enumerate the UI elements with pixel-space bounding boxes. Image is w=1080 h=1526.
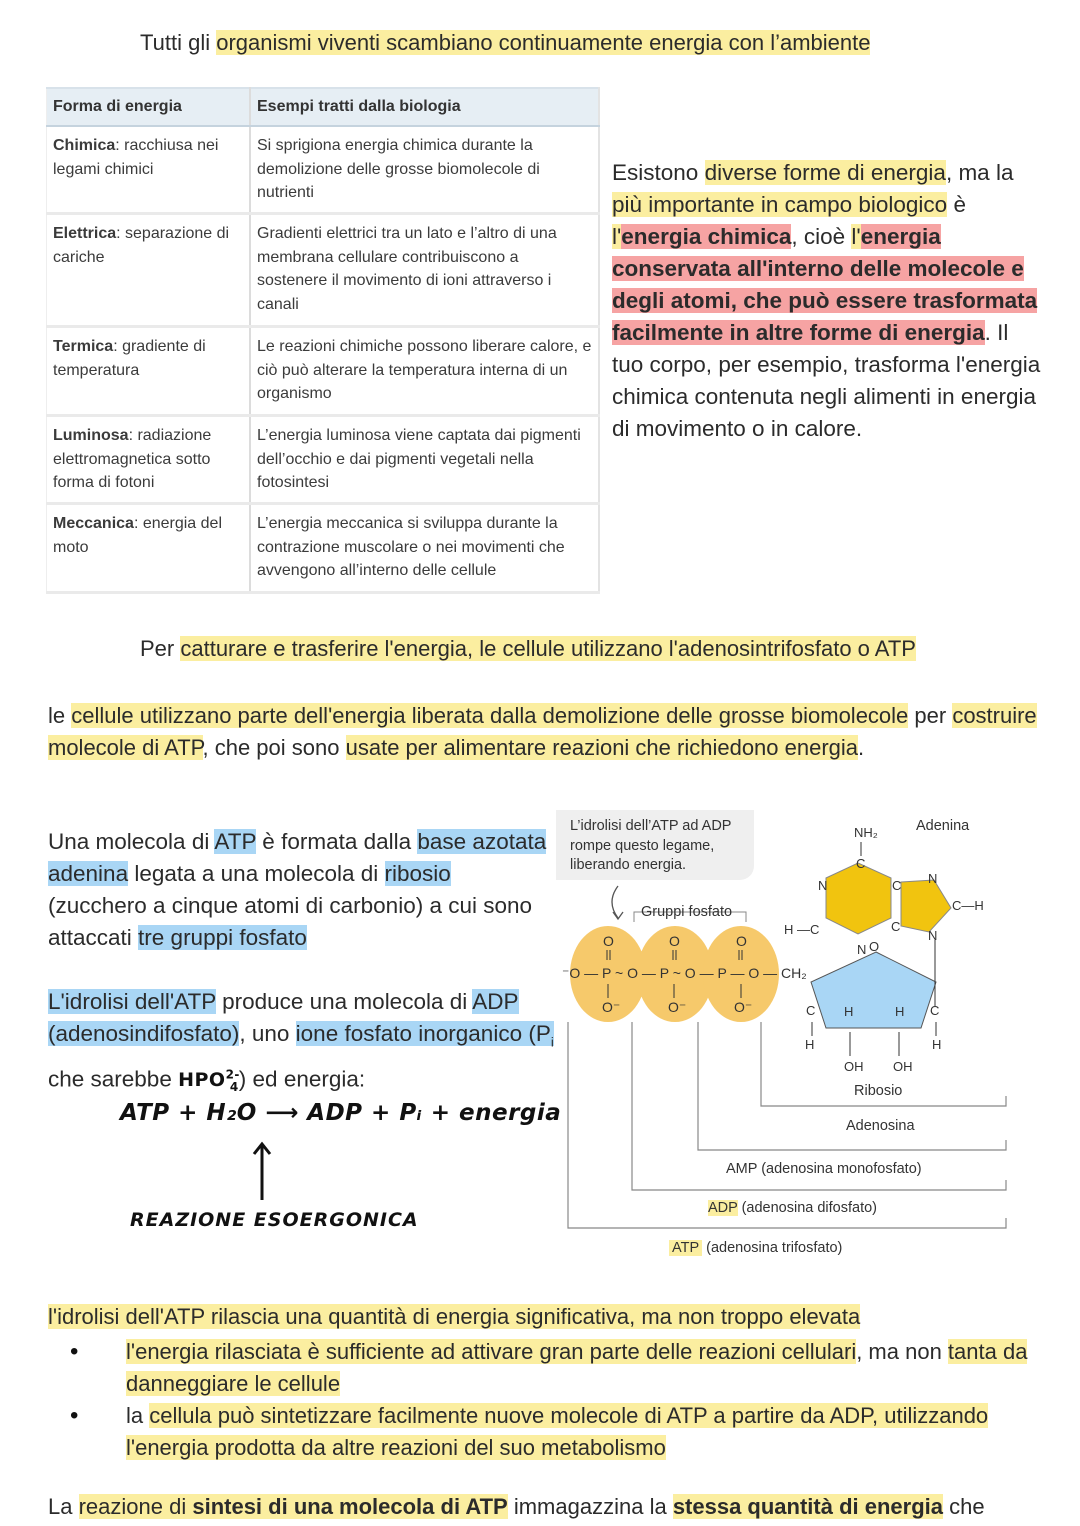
form-desc: : racchiusa nei legami chimici: [53, 137, 219, 178]
text: che: [943, 1494, 985, 1519]
table-row: [47, 327, 600, 416]
highlight-blue: base azotata adenina: [48, 829, 547, 886]
form-name: Luminosa: [53, 427, 129, 444]
ribose-label: Ribosio: [854, 1083, 903, 1099]
svg-text:C: C: [856, 856, 866, 871]
nh2-label: NH₂: [854, 825, 878, 840]
form-name: Meccanica: [53, 515, 134, 532]
table-row: [47, 504, 600, 593]
svg-text:H: H: [844, 1004, 854, 1019]
form-cell: [47, 416, 251, 504]
svg-text:O: O: [669, 933, 680, 949]
adenine-label: Adenina: [916, 818, 970, 834]
highlight: più importante in campo biologico: [612, 192, 948, 217]
svg-text:H: H: [805, 1037, 815, 1052]
form-name: Elettrica: [53, 225, 117, 242]
highlight-blue: [295, 1021, 554, 1050]
text: ) ed: [238, 1065, 284, 1091]
svg-text:C—H: C—H: [952, 898, 984, 913]
svg-text:N: N: [928, 928, 938, 943]
hpo4-formula: [178, 1067, 240, 1094]
title-line-2: [140, 636, 916, 662]
highlight-red: conservata all'interno delle molecole e degli atomi, che può essere trasformata facilmente in altre forme di energia: [612, 256, 1038, 345]
form-desc: : energia del moto: [53, 515, 222, 556]
example-cell: L’energia luminosa viene captata dai pigmenti dell’occhio e dai pigmenti vegetali nella fotosintesi: [250, 416, 599, 504]
formula: HPO: [178, 1068, 226, 1091]
text: energia: [283, 1065, 359, 1091]
svg-text:O: O: [869, 939, 880, 954]
text: La: [48, 1494, 79, 1519]
form-cell: [47, 214, 251, 327]
highlight: l': [612, 224, 622, 249]
callout-arrow: [612, 886, 618, 918]
svg-text:O⁻: O⁻: [734, 999, 753, 1015]
list-item: [48, 1400, 1048, 1464]
highlight: tanta da danneggiare le cellule: [126, 1339, 1028, 1396]
highlight-blue: L'idrolisi dell'ATP: [48, 989, 216, 1014]
form-cell: [47, 504, 251, 593]
svg-text:⁻O — P ~ O — P ~ O — P — O — C: ⁻O — P ~ O — P ~ O — P — O — CH₂: [562, 965, 807, 981]
highlight-bold: stessa quantità di energia: [672, 1494, 944, 1519]
text: è: [947, 192, 966, 217]
form-desc: : separazione di cariche: [53, 225, 230, 266]
phosphate-groups-label: Gruppi fosfato: [641, 904, 733, 920]
highlight: l': [851, 224, 861, 249]
text: , cioè: [791, 224, 852, 249]
svg-text:OH: OH: [893, 1059, 913, 1074]
form-cell: [47, 126, 251, 214]
highlight: l'idrolisi dell'ATP rilascia una quantità di energia significativa, ma non troppo elevata: [48, 1304, 861, 1329]
subscript: i: [550, 1034, 554, 1050]
hydrolysis-equation: ATP + H₂O ⟶ ADP + Pᵢ + energia: [120, 1100, 562, 1126]
atp-usage-paragraph: [48, 700, 1038, 764]
text: per: [908, 703, 953, 728]
svg-text:O: O: [736, 933, 747, 949]
highlight-bold: sintesi di una molecola di ATP: [192, 1494, 508, 1519]
text: è formata dalla: [256, 829, 418, 854]
example-cell: Si sprigiona energia chimica durante la demolizione delle grosse biomolecole di nutrienti: [250, 126, 599, 214]
svg-text:O⁻: O⁻: [668, 999, 687, 1015]
form-name: Chimica: [53, 137, 116, 154]
text: che sarebbe: [48, 1065, 179, 1091]
highlight: cellula può sintetizzare facilmente nuove molecole di ATP a partire da ADP, utilizzando l'energia prodotta da altre reazioni del suo metabolismo: [126, 1403, 989, 1460]
list-item: [48, 1336, 1048, 1400]
title-highlight: organismi viventi scambiano continuamente energia con l’ambiente: [216, 30, 871, 55]
highlight-red: energia: [860, 224, 941, 249]
svg-text:O⁻: O⁻: [602, 999, 621, 1015]
atp-rest: (adenosina trifosfato): [706, 1240, 843, 1256]
svg-text:C: C: [891, 919, 901, 934]
adp-label: [708, 1200, 877, 1216]
form-name: Termica: [53, 338, 114, 355]
svg-text:H —C: H —C: [784, 922, 820, 937]
highlight: cellule utilizzano parte dell'energia liberata dalla demolizione delle grosse biomolecole: [71, 703, 909, 728]
text: Una molecola di: [48, 829, 215, 854]
text: Esistono: [612, 160, 705, 185]
form-desc: : radiazione elettromagnetica sotto forma di fotoni: [53, 427, 212, 491]
diagram-callout: L’idrolisi dell’ATP ad ADP rompe questo legame, liberando energia.: [556, 810, 754, 880]
title-highlight: catturare e trasferire l'energia, le cellule utilizzano l'adenosintrifosfato o ATP: [180, 636, 916, 661]
energy-release-line: [48, 1304, 860, 1330]
svg-text:H: H: [895, 1004, 905, 1019]
highlight-blue: tre gruppi fosfato: [138, 925, 307, 950]
form-desc: : gradiente di temperatura: [53, 338, 206, 379]
highlight: l'energia rilasciata è sufficiente ad attivare gran parte delle reazioni cellulari: [126, 1339, 857, 1364]
text: :: [358, 1065, 366, 1091]
atp-synthesis-line: [48, 1494, 985, 1520]
text: , ma la: [945, 160, 1014, 185]
highlight-blue: ATP: [214, 829, 257, 854]
adenine-ring-5: [901, 880, 951, 932]
energy-forms-table: [46, 87, 600, 594]
table-row: [47, 126, 600, 214]
text: (zucchero a cinque atomi di carbonio) a cui sono attaccati: [48, 893, 533, 950]
table-row: [47, 214, 600, 327]
table-row: [47, 416, 600, 504]
text: , ma non: [856, 1339, 948, 1364]
ribose-ring: [811, 952, 936, 1028]
subscript: 4: [229, 1079, 239, 1094]
form-cell: [47, 327, 251, 416]
arrow-up-icon: [250, 1140, 274, 1204]
example-cell: Le reazioni chimiche possono liberare calore, e ciò può alterare la temperatura interna di un organismo: [250, 327, 599, 416]
atp-label: [669, 1240, 842, 1256]
svg-text:N: N: [857, 942, 867, 957]
highlight-red: energia chimica: [621, 224, 792, 249]
table-header-row: [47, 88, 600, 126]
adp-abbr: ADP: [708, 1200, 738, 1216]
text: . Il tuo corpo, per esempio, trasforma l'energia chimica contenuta negli alimenti in energia di movimento o in calore.: [612, 320, 1041, 441]
svg-text:C: C: [930, 1003, 940, 1018]
highlight: reazione di: [78, 1494, 193, 1519]
text: , uno: [239, 1021, 296, 1046]
svg-text:N: N: [818, 878, 828, 893]
header-form: Forma di energia: [47, 88, 251, 126]
svg-text:O: O: [603, 933, 614, 949]
adenine-ring-6: [826, 863, 891, 934]
highlight: costruire molecole di ATP: [48, 703, 1037, 760]
atp-structure-paragraph: [48, 826, 548, 954]
svg-text:C: C: [806, 1003, 816, 1018]
text: le: [48, 703, 72, 728]
text: .: [858, 735, 865, 760]
title-prefix: Per: [140, 636, 181, 661]
energy-forms-paragraph: [612, 157, 1042, 445]
highlight-blue: ADP (adenosindifosfato): [48, 989, 519, 1046]
svg-text:C: C: [892, 878, 902, 893]
text: la: [126, 1403, 150, 1428]
header-examples: Esempi tratti dalla biologia: [250, 88, 599, 126]
highlight: usate per alimentare reazioni che richiedono energia: [345, 735, 859, 760]
text: legata a una molecola di: [128, 861, 385, 886]
text: , che poi sono: [202, 735, 346, 760]
superscript: 2-: [225, 1067, 240, 1082]
reaction-label: REAZIONE ESOERGONICA: [130, 1209, 419, 1231]
adenosine-label: Adenosina: [846, 1118, 915, 1134]
example-cell: Gradienti elettrici tra un lato e l’altro di una membrana cellulare contribuiscono a sostenere il movimento di ioni attraverso i canali: [250, 214, 599, 327]
highlight: diverse forme di energia: [704, 160, 946, 185]
atp-bracket: [568, 1022, 1006, 1228]
energy-release-list: [48, 1336, 1048, 1464]
svg-text:N: N: [928, 871, 938, 886]
title-line-1: [140, 30, 870, 56]
text: ione fosfato inorganico (P: [295, 1021, 551, 1046]
hydrolysis-paragraph: [48, 986, 558, 1103]
amp-label: AMP (adenosina monofosfato): [726, 1161, 922, 1177]
svg-text:H: H: [932, 1037, 942, 1052]
text: immagazzina la: [507, 1494, 673, 1519]
svg-text:OH: OH: [844, 1059, 864, 1074]
highlight-blue: ribosio: [384, 861, 451, 886]
adp-rest: (adenosina difosfato): [737, 1200, 878, 1216]
atp-abbr: ATP: [669, 1240, 702, 1256]
example-cell: L’energia meccanica si sviluppa durante la contrazione muscolare o nei movimenti che avvengono all’interno delle cellule: [250, 504, 599, 593]
title-prefix: Tutti gli: [140, 30, 217, 55]
text: produce una molecola di: [215, 989, 473, 1014]
